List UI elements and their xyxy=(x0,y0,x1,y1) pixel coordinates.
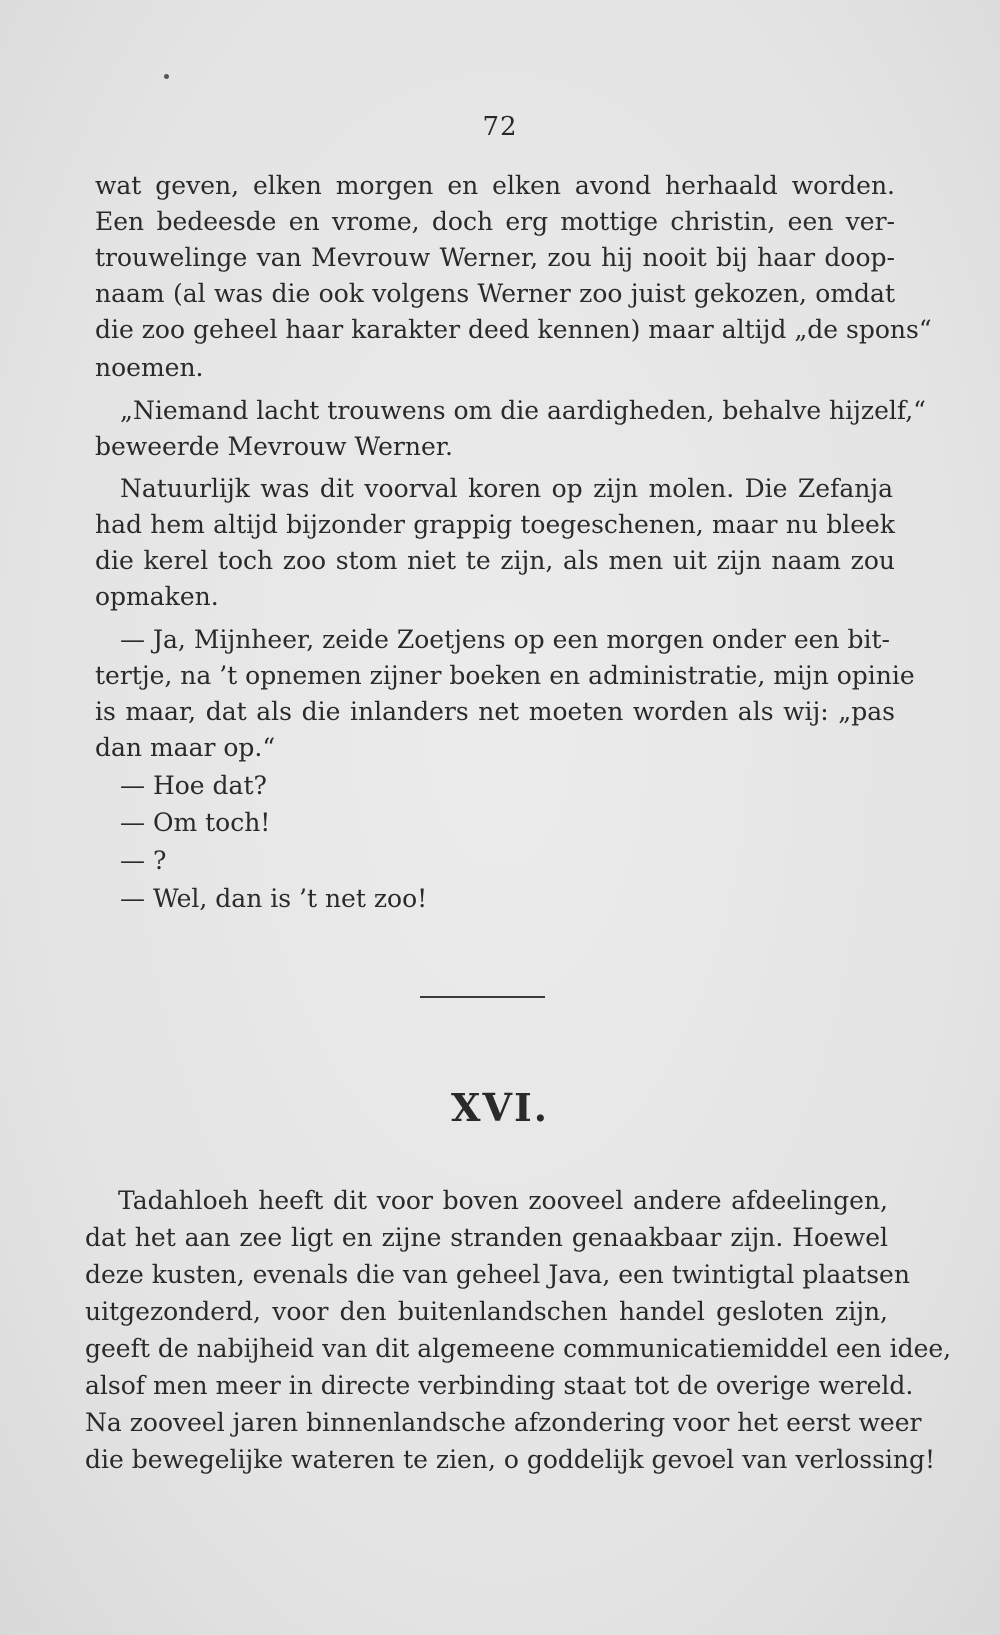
text-line: wat geven, elken morgen en elken avond herhaald worden. xyxy=(95,171,895,200)
page-number: 72 xyxy=(482,112,518,142)
dialogue-line: — Om toch! xyxy=(120,808,271,837)
dialogue-line: — Hoe dat? xyxy=(120,771,267,800)
text-line: uitgezonderd, voor den buitenlandschen handel gesloten zijn, xyxy=(85,1297,888,1326)
text-line: trouwelinge van Mevrouw Werner, zou hij nooit bij haar doop- xyxy=(95,243,895,272)
text-line: dan maar op.“ xyxy=(95,733,276,762)
text-line: opmaken. xyxy=(95,582,219,611)
text-line: Na zooveel jaren binnenlandsche afzondering voor het eerst weer xyxy=(85,1408,922,1437)
text-line: dat het aan zee ligt en zijne stranden genaakbaar zijn. Hoewel xyxy=(85,1223,888,1252)
text-line: geeft de nabijheid van dit algemeene communicatiemiddel een idee, xyxy=(85,1334,952,1363)
text-line: die bewegelijke wateren te zien, o goddelijk gevoel van verlossing! xyxy=(85,1445,936,1474)
text-line: Een bedeesde en vrome, doch erg mottige christin, een ver- xyxy=(95,207,895,236)
text-line: die zoo geheel haar karakter deed kennen) maar altijd „de spons“ xyxy=(95,315,932,344)
text-line: „Niemand lacht trouwens om die aardigheden, behalve hijzelf,“ xyxy=(120,396,926,425)
text-line: — Ja, Mijnheer, zeide Zoetjens op een morgen onder een bit- xyxy=(120,625,890,654)
section-divider xyxy=(420,996,545,998)
dialogue-line: — ? xyxy=(120,846,167,875)
text-line: naam (al was die ook volgens Werner zoo juist gekozen, omdat xyxy=(95,279,895,308)
dialogue-line: — Wel, dan is ’t net zoo! xyxy=(120,884,428,913)
chapter-heading: XVI. xyxy=(451,1085,549,1130)
text-line: is maar, dat als die inlanders net moeten worden als wij: „pas xyxy=(95,697,895,726)
text-line: had hem altijd bijzonder grappig toegeschenen, maar nu bleek xyxy=(95,510,895,539)
text-line: noemen. xyxy=(95,353,204,382)
ink-speck xyxy=(164,74,169,79)
text-line: alsof men meer in directe verbinding staat tot de overige wereld. xyxy=(85,1371,914,1400)
text-line: Natuurlijk was dit voorval koren op zijn molen. Die Zefanja xyxy=(120,474,893,503)
text-line: deze kusten, evenals die van geheel Java, een twintigtal plaatsen xyxy=(85,1260,910,1289)
text-line: Tadahloeh heeft dit voor boven zooveel andere afdeelingen, xyxy=(118,1186,888,1215)
text-line: tertje, na ’t opnemen zijner boeken en administratie, mijn opinie xyxy=(95,661,915,690)
text-line: die kerel toch zoo stom niet te zijn, als men uit zijn naam zou xyxy=(95,546,895,575)
text-line: beweerde Mevrouw Werner. xyxy=(95,432,453,461)
